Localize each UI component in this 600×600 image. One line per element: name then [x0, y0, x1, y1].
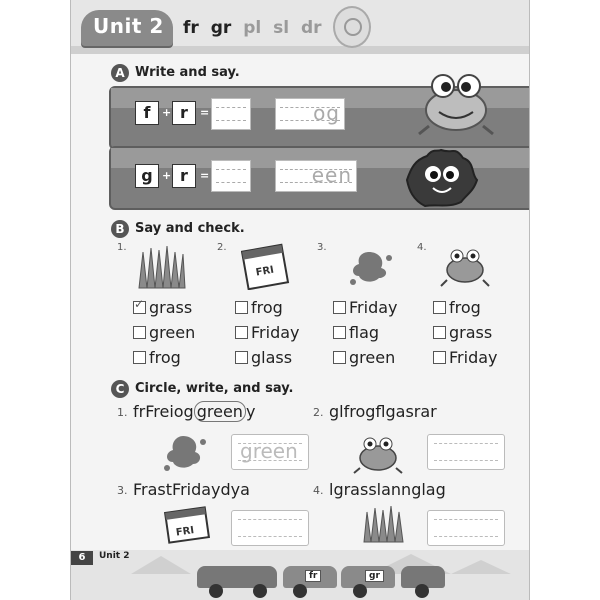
checkbox-checked[interactable] — [133, 301, 146, 314]
word-answer-box-1[interactable] — [275, 98, 345, 130]
item-number: 4. — [417, 242, 427, 253]
blend-dr: dr — [300, 18, 322, 38]
calendar-text: FRI — [175, 525, 195, 539]
checkbox[interactable] — [433, 326, 446, 339]
word-answer-box-2[interactable] — [275, 160, 357, 192]
letter-string-3[interactable]: FrastFridaydya — [133, 480, 250, 499]
footer-unit-label: Unit 2 — [99, 551, 130, 561]
checkbox[interactable] — [133, 326, 146, 339]
item-number: 1. — [117, 242, 127, 253]
wheel-icon — [253, 584, 267, 598]
section-c-title: Circle, write, and say. — [135, 381, 294, 396]
train-tag-fr: fr — [305, 570, 321, 582]
green-splat-mascot-icon — [401, 144, 481, 210]
calendar-fri-icon — [161, 504, 213, 546]
calendar-text: FRI — [254, 264, 275, 279]
letter-tile-r: r — [172, 101, 196, 125]
letter-tile-f: f — [135, 101, 159, 125]
check-option-friday[interactable]: Friday — [333, 298, 398, 317]
item-number: 4. — [313, 484, 324, 497]
checkbox[interactable] — [333, 301, 346, 314]
check-option-friday[interactable]: Friday — [433, 348, 498, 367]
checkbox[interactable] — [333, 351, 346, 364]
check-option-frog[interactable]: frog — [235, 298, 283, 317]
check-option-green[interactable]: green — [133, 323, 195, 342]
check-option-friday[interactable]: Friday — [235, 323, 300, 342]
calendar-fri-icon — [241, 242, 291, 290]
wheel-icon — [293, 584, 307, 598]
section-b-badge: B — [111, 220, 129, 238]
unit-title: Unit 2 — [93, 14, 164, 38]
train-tag-gr: gr — [365, 570, 384, 582]
blend-sl: sl — [273, 18, 290, 38]
grass-picture-icon — [135, 244, 187, 290]
checkbox[interactable] — [235, 351, 248, 364]
wheel-icon — [209, 584, 223, 598]
equals-sign: = — [200, 169, 210, 182]
section-a-badge: A — [111, 64, 129, 82]
wheel-icon — [415, 584, 429, 598]
workbook-page — [70, 0, 530, 600]
letter-string-4[interactable]: lgrasslannglag — [329, 480, 446, 499]
frog-mascot-icon — [411, 66, 501, 138]
checkbox[interactable] — [235, 326, 248, 339]
section-a-title: Write and say. — [135, 65, 240, 80]
write-box-1[interactable] — [231, 434, 309, 470]
write-box-2[interactable] — [427, 434, 505, 470]
check-option-flag[interactable]: flag — [333, 323, 379, 342]
blend-gr: gr — [210, 18, 232, 38]
letter-string-1[interactable]: frFreiog green y — [133, 402, 256, 421]
letter-tile-g: g — [135, 164, 159, 188]
item-number: 1. — [117, 406, 128, 419]
section-b-title: Say and check. — [135, 221, 245, 236]
item-number: 3. — [117, 484, 128, 497]
letter-tile-r: r — [172, 164, 196, 188]
page-number: 6 — [71, 551, 93, 565]
scroll-icon — [333, 6, 371, 48]
blend-pl: pl — [243, 18, 262, 38]
paint-splat-icon — [345, 246, 395, 286]
equals-sign: = — [200, 106, 210, 119]
item-number: 2. — [217, 242, 227, 253]
trace-word: green — [240, 439, 298, 463]
write-box-4[interactable] — [427, 510, 505, 546]
item-number: 3. — [317, 242, 327, 253]
frog-picture-icon — [439, 242, 491, 288]
check-option-frog[interactable]: frog — [433, 298, 481, 317]
checkbox[interactable] — [235, 301, 248, 314]
frog-picture-icon — [351, 428, 405, 474]
write-box-3[interactable] — [231, 510, 309, 546]
check-option-grass[interactable]: grass — [433, 323, 492, 342]
header-stripe — [71, 46, 530, 54]
check-option-frog[interactable]: frog — [133, 348, 181, 367]
train-car-icon — [197, 566, 277, 588]
plus-sign: + — [162, 106, 172, 119]
circled-word: green — [194, 401, 246, 422]
check-option-glass[interactable]: glass — [235, 348, 292, 367]
wheel-icon — [353, 584, 367, 598]
section-c-badge: C — [111, 380, 129, 398]
checkbox[interactable] — [333, 326, 346, 339]
plus-sign: + — [162, 169, 172, 182]
letter-string-2[interactable]: glfrogflgasrar — [329, 402, 437, 421]
blend-fr: fr — [183, 18, 199, 38]
grass-picture-icon — [361, 504, 407, 544]
item-number: 2. — [313, 406, 324, 419]
paint-splat-icon — [157, 430, 209, 474]
check-option-grass[interactable]: ✓grass — [133, 298, 192, 317]
word-suffix-og: og — [313, 101, 340, 125]
check-option-green[interactable]: green — [333, 348, 395, 367]
blend-answer-box-1[interactable] — [211, 98, 251, 130]
blend-list — [183, 18, 356, 38]
checkbox[interactable] — [133, 351, 146, 364]
checkbox[interactable] — [433, 351, 446, 364]
blend-answer-box-2[interactable] — [211, 160, 251, 192]
word-suffix-een: een — [311, 163, 352, 187]
checkbox[interactable] — [433, 301, 446, 314]
